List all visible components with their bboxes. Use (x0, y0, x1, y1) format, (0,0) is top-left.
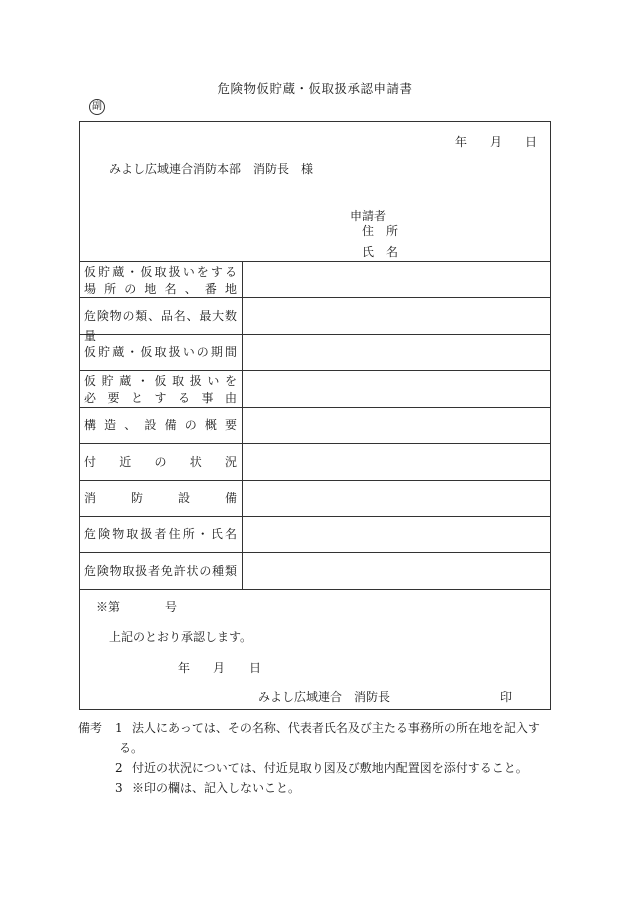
applicant-address-label: 住 所 (362, 224, 399, 238)
approval-year-label: 年 (178, 661, 191, 675)
applicant-name-label: 氏 名 (362, 245, 399, 259)
approval-number-prefix: ※第 (96, 600, 121, 614)
remark-number: 1 (115, 721, 123, 735)
row-label-reason: 仮貯蔵・仮取扱いを 必要とする事由 (84, 374, 237, 405)
row-label-location: 仮貯蔵・仮取扱いをする 場所の地名、番地 (84, 265, 237, 296)
handler-license-input-cell[interactable] (243, 553, 550, 589)
document-title: 危険物仮貯蔵・仮取扱承認申請書 (217, 81, 413, 96)
handler-name-input-cell[interactable] (243, 517, 550, 552)
row-label-surroundings: 付近の状況 (84, 455, 237, 469)
remark-text: ※印の欄は、記入しないこと。 (132, 781, 301, 795)
approval-authority: みよし広域連合 消防長 (258, 690, 391, 704)
date-day-label: 日 (525, 135, 538, 149)
location-input-cell[interactable] (243, 262, 550, 297)
approval-day-label: 日 (249, 661, 262, 675)
row-label-period: 仮貯蔵・仮取扱いの期間 (84, 345, 237, 359)
row-label-structure: 構造、設備の概要 (84, 418, 237, 432)
remarks-heading: 備考 (78, 721, 103, 735)
remark-text-continued: る。 (119, 741, 144, 755)
date-month-label: 月 (490, 135, 503, 149)
row-label-hazmat-class: 危険物の類、品名、最大数量 (84, 309, 237, 343)
fire-equipment-input-cell[interactable] (243, 481, 550, 516)
applicant-label: 申請者 (350, 209, 387, 223)
application-form (79, 121, 551, 710)
row-label-handler-name: 危険物取扱者住所・氏名 (84, 527, 237, 541)
row-divider (80, 589, 550, 590)
copy-stamp-mark: 副 (89, 99, 105, 115)
remark-number: 2 (115, 761, 123, 775)
surroundings-input-cell[interactable] (243, 444, 550, 480)
remark-text: 法人にあっては、その名称、代表者氏名及び主たる事務所の所在地を記入す (132, 721, 540, 735)
remark-number: 3 (115, 781, 123, 795)
approval-month-label: 月 (213, 661, 226, 675)
date-year-label: 年 (455, 135, 468, 149)
hazmat-class-input-cell[interactable] (243, 298, 550, 334)
structure-input-cell[interactable] (243, 408, 550, 443)
approval-number-suffix: 号 (165, 600, 178, 614)
seal-mark: 印 (500, 690, 513, 704)
period-input-cell[interactable] (243, 335, 550, 370)
row-label-handler-license: 危険物取扱者免許状の種類 (84, 564, 237, 578)
reason-input-cell[interactable] (243, 371, 550, 407)
remark-text: 付近の状況については、付近見取り図及び敷地内配置図を添付すること。 (132, 761, 528, 775)
row-label-fire-equipment: 消防設備 (84, 491, 237, 505)
addressee: みよし広域連合消防本部 消防長 様 (109, 162, 314, 176)
approval-statement: 上記のとおり承認します。 (109, 630, 253, 644)
